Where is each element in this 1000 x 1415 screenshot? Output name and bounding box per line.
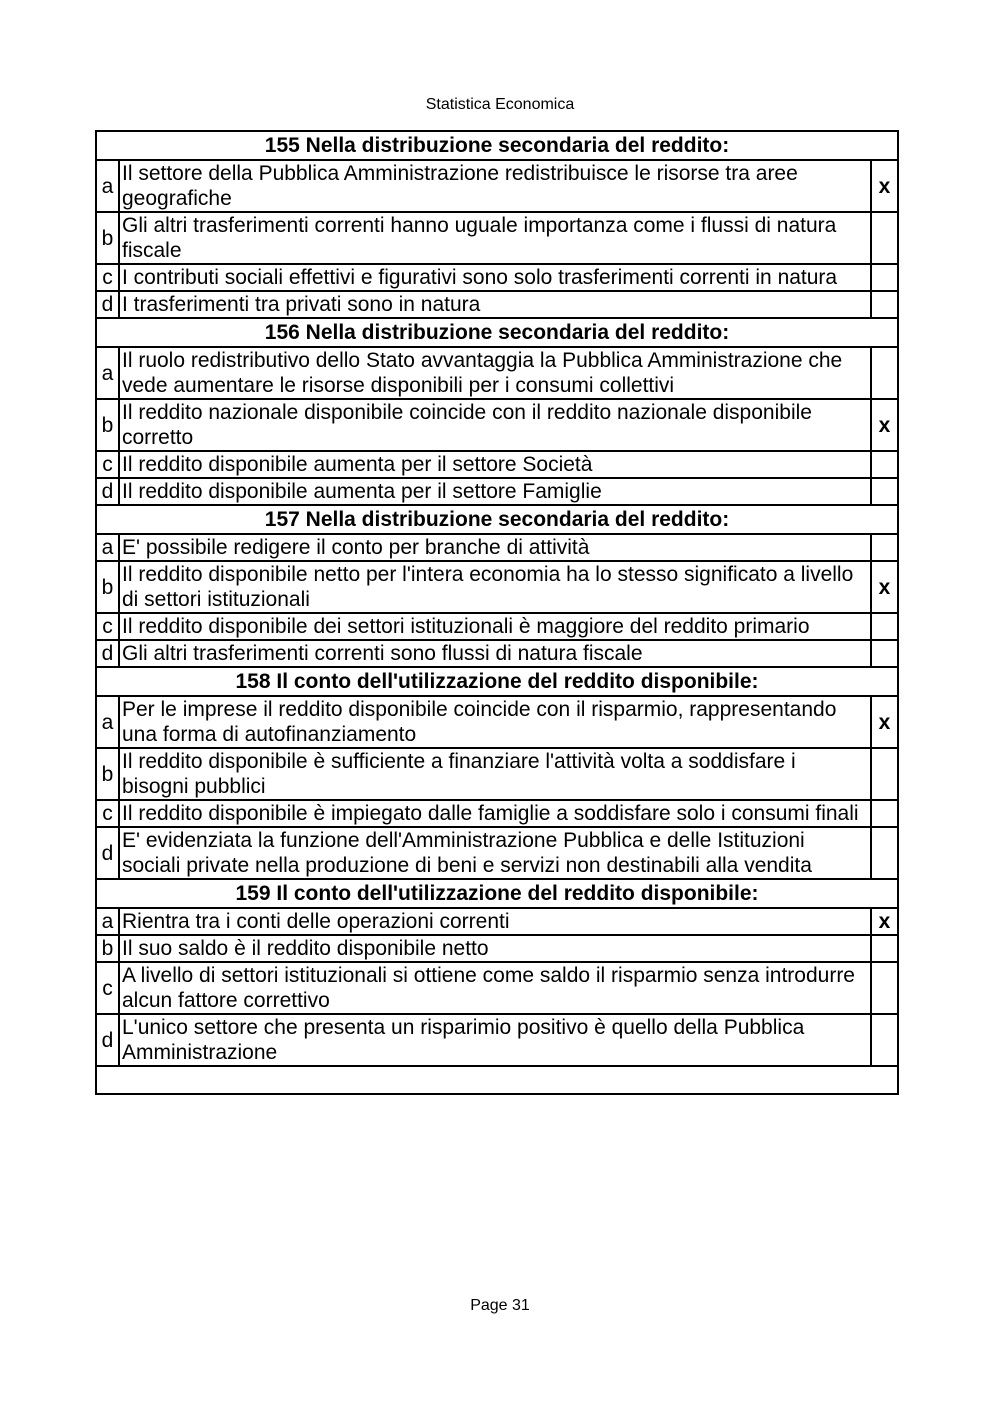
answer-text: I trasferimenti tra privati sono in natura xyxy=(119,291,871,318)
question-header-row xyxy=(96,879,898,908)
answer-row xyxy=(96,264,898,291)
answer-letter: c xyxy=(96,451,119,478)
answer-row xyxy=(96,399,898,451)
answer-row xyxy=(96,640,898,667)
correct-mark xyxy=(871,1014,898,1066)
answer-letter: a xyxy=(96,696,119,748)
question-title: 157 Nella distribuzione secondaria del reddito: xyxy=(96,505,898,534)
answer-text: L'unico settore che presenta un risparimio positivo è quello della Pubblica Amministrazione xyxy=(119,1014,871,1066)
answer-text: E' possibile redigere il conto per branche di attività xyxy=(119,534,871,561)
answer-row xyxy=(96,962,898,1014)
answer-row xyxy=(96,748,898,800)
correct-mark xyxy=(871,291,898,318)
answer-letter: b xyxy=(96,935,119,962)
question-header-row xyxy=(96,505,898,534)
answer-text: Il reddito disponibile dei settori istituzionali è maggiore del reddito primario xyxy=(119,613,871,640)
answer-text: Per le imprese il reddito disponibile coincide con il risparmio, rappresentando una forma di autofinanziamento xyxy=(119,696,871,748)
answer-row xyxy=(96,534,898,561)
answer-row xyxy=(96,347,898,399)
answer-text: Il reddito disponibile è sufficiente a finanziare l'attività volta a soddisfare i bisogni pubblici xyxy=(119,748,871,800)
answer-letter: c xyxy=(96,613,119,640)
answer-letter: d xyxy=(96,1014,119,1066)
correct-mark xyxy=(871,640,898,667)
answer-text: Il reddito nazionale disponibile coincide con il reddito nazionale disponibile corretto xyxy=(119,399,871,451)
answer-text: Gli altri trasferimenti correnti hanno uguale importanza come i flussi di natura fiscale xyxy=(119,212,871,264)
correct-mark xyxy=(871,962,898,1014)
answer-letter: a xyxy=(96,908,119,935)
answer-row xyxy=(96,800,898,827)
answer-letter: d xyxy=(96,478,119,505)
page-number: Page 31 xyxy=(470,1297,530,1314)
correct-mark: x xyxy=(871,561,898,613)
question-title: 155 Nella distribuzione secondaria del reddito: xyxy=(96,131,898,160)
question-header-row xyxy=(96,667,898,696)
question-title: 156 Nella distribuzione secondaria del reddito: xyxy=(96,318,898,347)
answer-letter: b xyxy=(96,212,119,264)
correct-mark xyxy=(871,534,898,561)
answer-letter: a xyxy=(96,534,119,561)
answer-row xyxy=(96,935,898,962)
answer-letter: d xyxy=(96,640,119,667)
answer-row xyxy=(96,212,898,264)
answer-text: Il reddito disponibile aumenta per il settore Società xyxy=(119,451,871,478)
correct-mark xyxy=(871,347,898,399)
answer-letter: b xyxy=(96,399,119,451)
correct-mark: x xyxy=(871,160,898,212)
answer-text: A livello di settori istituzionali si ottiene come saldo il risparmio senza introdurre alcun fattore correttivo xyxy=(119,962,871,1014)
question-title: 158 Il conto dell'utilizzazione del reddito disponibile: xyxy=(96,667,898,696)
answer-letter: b xyxy=(96,561,119,613)
correct-mark xyxy=(871,748,898,800)
answer-text: Gli altri trasferimenti correnti sono flussi di natura fiscale xyxy=(119,640,871,667)
answer-row xyxy=(96,613,898,640)
quiz-table xyxy=(95,130,899,1095)
answer-letter: a xyxy=(96,347,119,399)
answer-letter: d xyxy=(96,827,119,879)
answer-text: Il reddito disponibile è impiegato dalle famiglie a soddisfare solo i consumi finali xyxy=(119,800,871,827)
answer-letter: c xyxy=(96,264,119,291)
answer-row xyxy=(96,451,898,478)
correct-mark xyxy=(871,800,898,827)
blank-cell xyxy=(96,1066,898,1094)
page-header-title: Statistica Economica xyxy=(425,96,575,113)
question-title: 159 Il conto dell'utilizzazione del reddito disponibile: xyxy=(96,879,898,908)
answer-text: I contributi sociali effettivi e figurativi sono solo trasferimenti correnti in natura xyxy=(119,264,871,291)
answer-letter: a xyxy=(96,160,119,212)
answer-text: Il settore della Pubblica Amministrazione redistribuisce le risorse tra aree geografiche xyxy=(119,160,871,212)
answer-row xyxy=(96,827,898,879)
correct-mark xyxy=(871,935,898,962)
answer-letter: c xyxy=(96,800,119,827)
answer-letter: b xyxy=(96,748,119,800)
correct-mark xyxy=(871,478,898,505)
answer-row xyxy=(96,696,898,748)
correct-mark xyxy=(871,827,898,879)
correct-mark xyxy=(871,264,898,291)
answer-text: Rientra tra i conti delle operazioni correnti xyxy=(119,908,871,935)
answer-letter: c xyxy=(96,962,119,1014)
answer-row xyxy=(96,561,898,613)
answer-row xyxy=(96,160,898,212)
answer-letter: d xyxy=(96,291,119,318)
correct-mark xyxy=(871,451,898,478)
correct-mark xyxy=(871,212,898,264)
answer-row xyxy=(96,1014,898,1066)
answer-text: Il reddito disponibile aumenta per il settore Famiglie xyxy=(119,478,871,505)
question-header-row xyxy=(96,318,898,347)
answer-row xyxy=(96,291,898,318)
correct-mark: x xyxy=(871,908,898,935)
blank-row xyxy=(96,1066,898,1094)
answer-row xyxy=(96,908,898,935)
answer-text: E' evidenziata la funzione dell'Amministrazione Pubblica e delle Istituzioni sociali private nella produzione di beni e servizi non destinabili alla vendita xyxy=(119,827,871,879)
correct-mark: x xyxy=(871,696,898,748)
answer-text: Il reddito disponibile netto per l'intera economia ha lo stesso significato a livello di settori istituzionali xyxy=(119,561,871,613)
answer-row xyxy=(96,478,898,505)
correct-mark: x xyxy=(871,399,898,451)
answer-text: Il suo saldo è il reddito disponibile netto xyxy=(119,935,871,962)
question-header-row xyxy=(96,131,898,160)
correct-mark xyxy=(871,613,898,640)
answer-text: Il ruolo redistributivo dello Stato avvantaggia la Pubblica Amministrazione che vede aumentare le risorse disponibili per i consumi collettivi xyxy=(119,347,871,399)
